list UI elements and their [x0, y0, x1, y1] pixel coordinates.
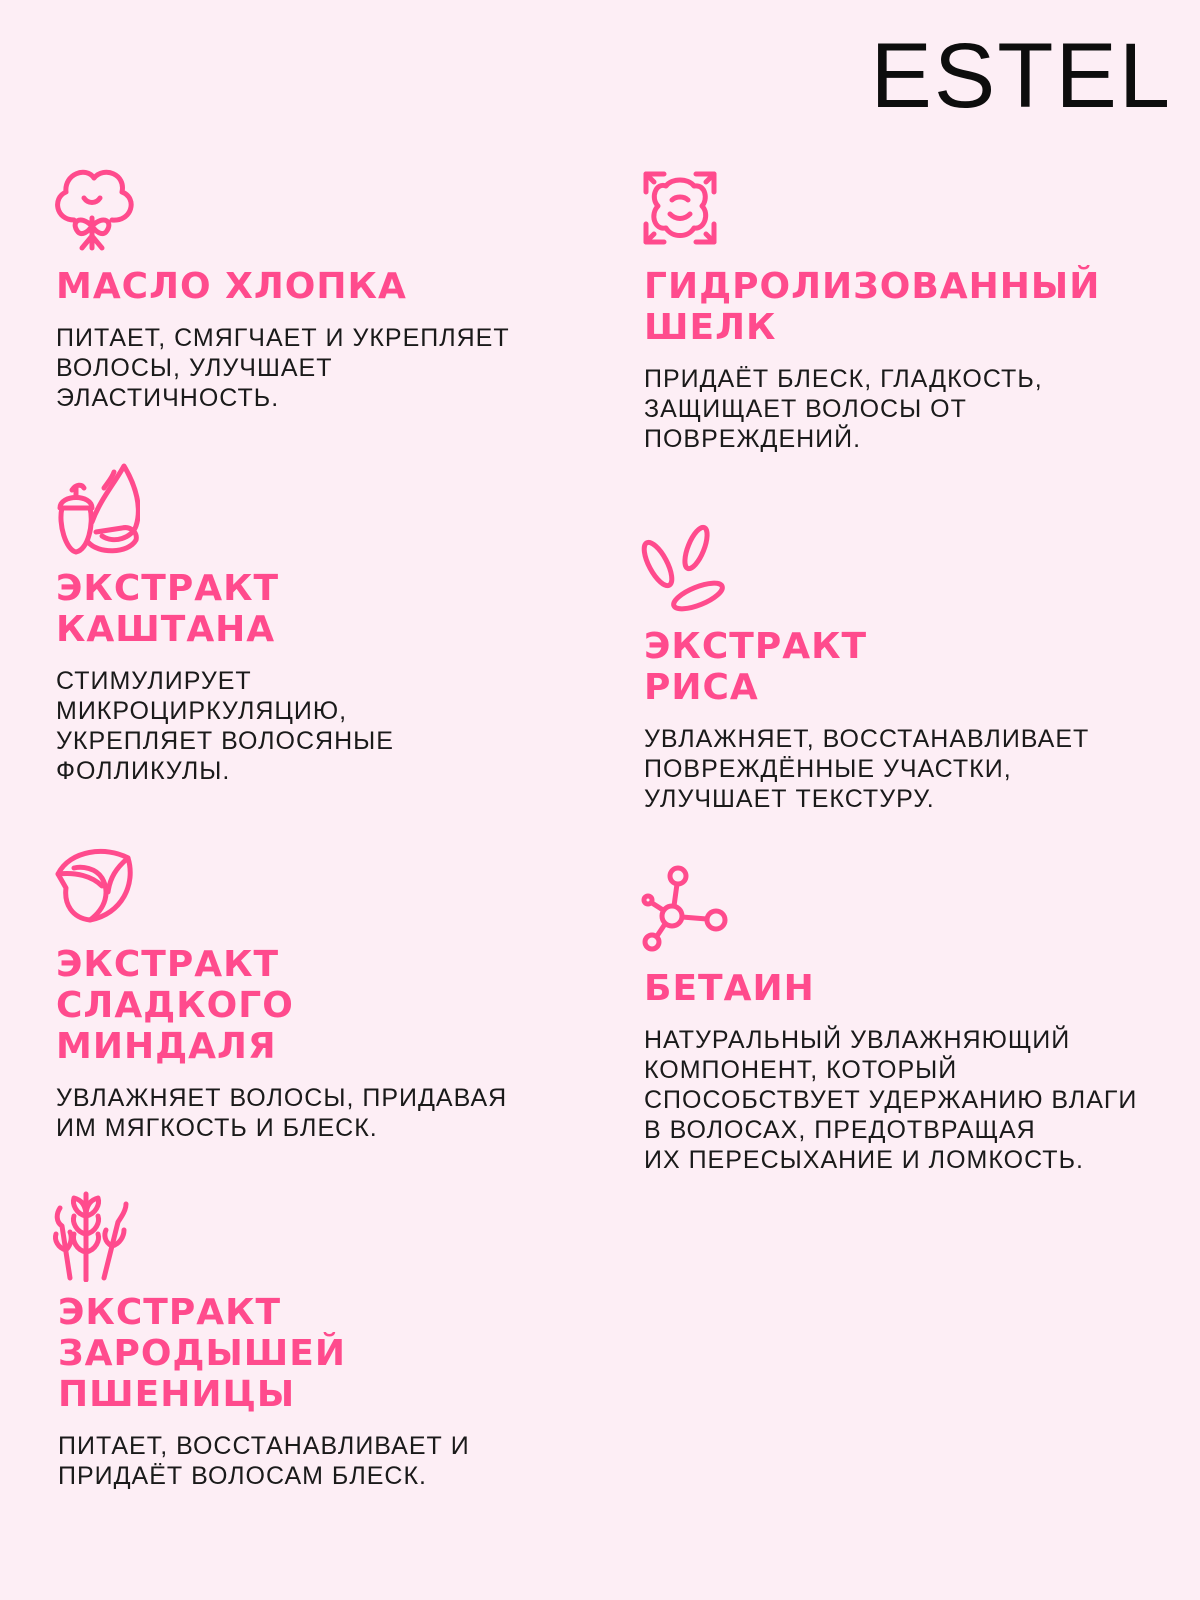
rice-icon	[632, 520, 728, 616]
ingredient-description: ПИТАЕТ, ВОССТАНАВЛИВАЕТ И ПРИДАЁТ ВОЛОСАМ БЛЕСК.	[58, 1432, 470, 1490]
ingredient-description: СТИМУЛИРУЕТ МИКРОЦИРКУЛЯЦИЮ, УКРЕПЛЯЕТ ВОЛОСЯНЫЕ ФОЛЛИКУЛЫ.	[56, 667, 394, 785]
wheat-icon	[46, 1186, 142, 1282]
ingredient-description: ПИТАЕТ, СМЯГЧАЕТ И УКРЕПЛЯЕТ ВОЛОСЫ, УЛУЧШАЕТ ЭЛАСТИЧНОСТЬ.	[56, 324, 510, 412]
ingredient-title: БЕТАИН	[644, 968, 815, 1009]
ingredient-description: УВЛАЖНЯЕТ, ВОССТАНАВЛИВАЕТ ПОВРЕЖДЁННЫЕ УЧАСТКИ, УЛУЧШАЕТ ТЕКСТУРУ.	[644, 725, 1090, 813]
ingredient-cotton-oil	[44, 160, 564, 413]
ingredient-title: ЭКСТРАКТ РИСА	[644, 626, 868, 708]
almond-icon	[44, 838, 140, 934]
molecule-icon	[632, 862, 728, 958]
ingredient-description: НАТУРАЛЬНЫЙ УВЛАЖНЯЮЩИЙ КОМПОНЕНТ, КОТОРЫЙ СПОСОБСТВУЕТ УДЕРЖАНИЮ ВЛАГИ В ВОЛОСАХ, ПРЕДОТВРАЩАЯ ИХ ПЕРЕСЫХАНИЕ И ЛОМКОСТЬ.	[644, 1026, 1138, 1174]
ingredient-title: МАСЛО ХЛОПКА	[56, 266, 407, 307]
ingredient-silk	[632, 160, 1172, 454]
silk-icon	[632, 160, 728, 256]
ingredient-description: УВЛАЖНЯЕТ ВОЛОСЫ, ПРИДАВАЯ ИМ МЯГКОСТЬ И БЛЕСК.	[56, 1084, 508, 1142]
ingredient-wheat-germ	[46, 1186, 566, 1491]
ingredient-betaine	[632, 862, 1172, 1175]
ingredient-rice	[632, 520, 1172, 814]
ingredient-title: ЭКСТРАКТ КАШТАНА	[56, 568, 280, 650]
chestnut-icon	[44, 462, 140, 558]
brand-logo: ESTEL	[870, 25, 1172, 127]
ingredient-chestnut	[44, 462, 564, 786]
ingredient-title: ГИДРОЛИЗОВАННЫЙ ШЕЛК	[644, 266, 1101, 348]
cotton-icon	[44, 160, 140, 256]
ingredient-almond	[44, 838, 564, 1143]
ingredient-title: ЭКСТРАКТ ЗАРОДЫШЕЙ ПШЕНИЦЫ	[58, 1292, 346, 1415]
ingredient-title: ЭКСТРАКТ СЛАДКОГО МИНДАЛЯ	[56, 944, 294, 1067]
ingredient-description: ПРИДАЁТ БЛЕСК, ГЛАДКОСТЬ, ЗАЩИЩАЕТ ВОЛОСЫ ОТ ПОВРЕЖДЕНИЙ.	[644, 365, 1043, 453]
